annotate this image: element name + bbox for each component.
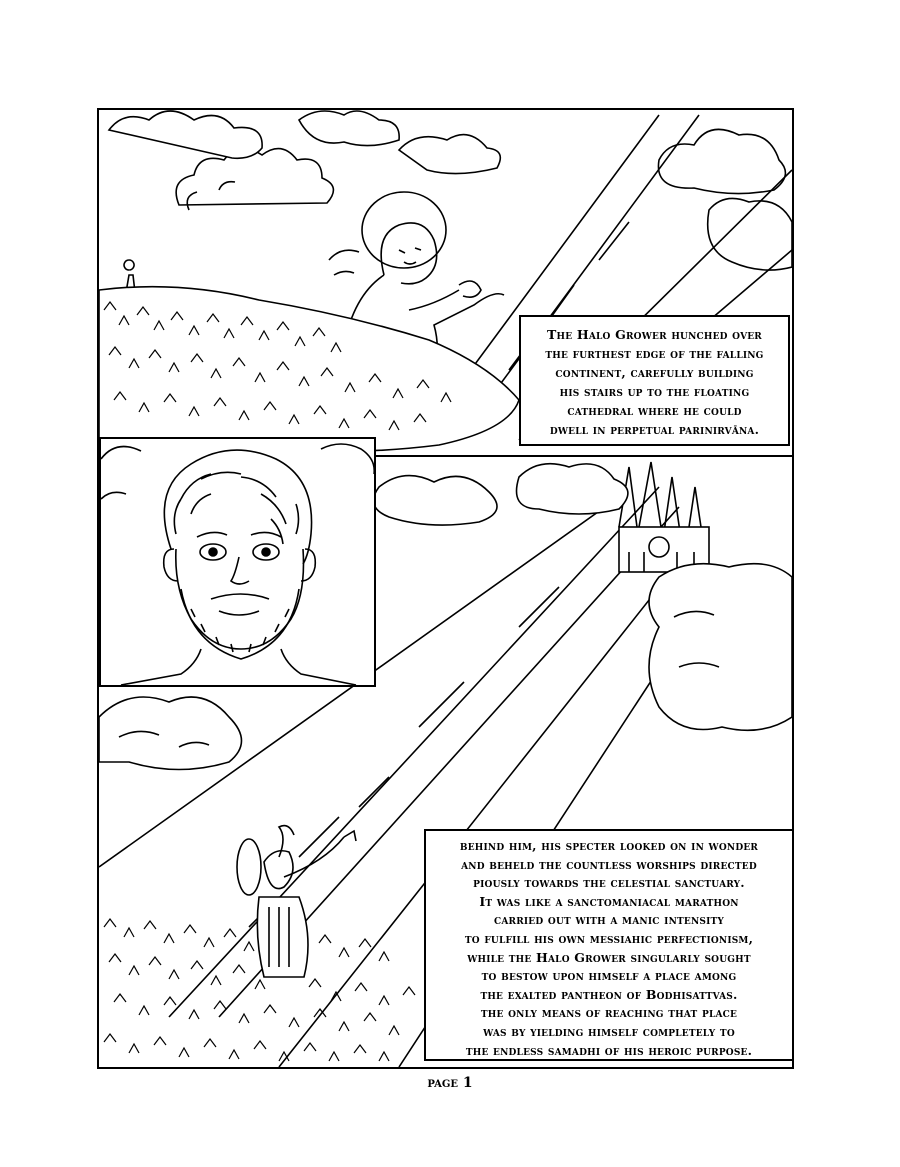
caption-2-line-1: behind him, his specter looked on in wonder: [459, 838, 759, 853]
comic-page-frame: [97, 108, 794, 1069]
caption-box-bottom: [424, 829, 794, 1061]
caption-2-line-7: while the Halo Grower singularly sought: [467, 949, 751, 965]
caption-2-line-4: It was like a sanctomaniacal marathon: [479, 893, 739, 909]
panel-2-illustration: [101, 439, 374, 685]
caption-2-line-8: to bestow upon himself a place among: [481, 968, 737, 984]
caption-2-line-5: carried out with a manic intensity: [493, 912, 725, 928]
caption-1-line-1: The Halo Grower hunched over: [547, 327, 762, 342]
caption-1-line-6: dwell in perpetual parinirvāna.: [549, 422, 760, 437]
caption-2-line-2: and beheld the countless worships directed: [461, 856, 757, 872]
caption-1-line-3: continent, carefully building: [555, 365, 754, 380]
caption-2-line-3: piously towards the celestial sanctuary.: [473, 875, 745, 891]
caption-1-line-5: cathedral where he could: [567, 403, 742, 418]
caption-2-line-12: the endless samadhi of his heroic purpose.: [465, 1042, 753, 1058]
caption-2-line-9: the exalted pantheon of Bodhisattvas.: [480, 986, 738, 1002]
caption-box-top: [519, 315, 790, 446]
panel-bearded-man-closeup: [99, 437, 376, 687]
caption-1-line-4: his stairs up to the floating: [559, 384, 750, 399]
page-number: page 1: [427, 1075, 473, 1091]
caption-2-line-11: was by yielding himself completely to: [483, 1023, 735, 1039]
caption-2-line-10: the only means of reaching that place: [480, 1005, 738, 1021]
caption-1-line-2: the furthest edge of the falling: [545, 346, 764, 361]
panel-halo-grower-on-edge: [99, 110, 792, 457]
caption-2-line-6: to fulfill his own messiahic perfectionism,: [464, 930, 754, 946]
